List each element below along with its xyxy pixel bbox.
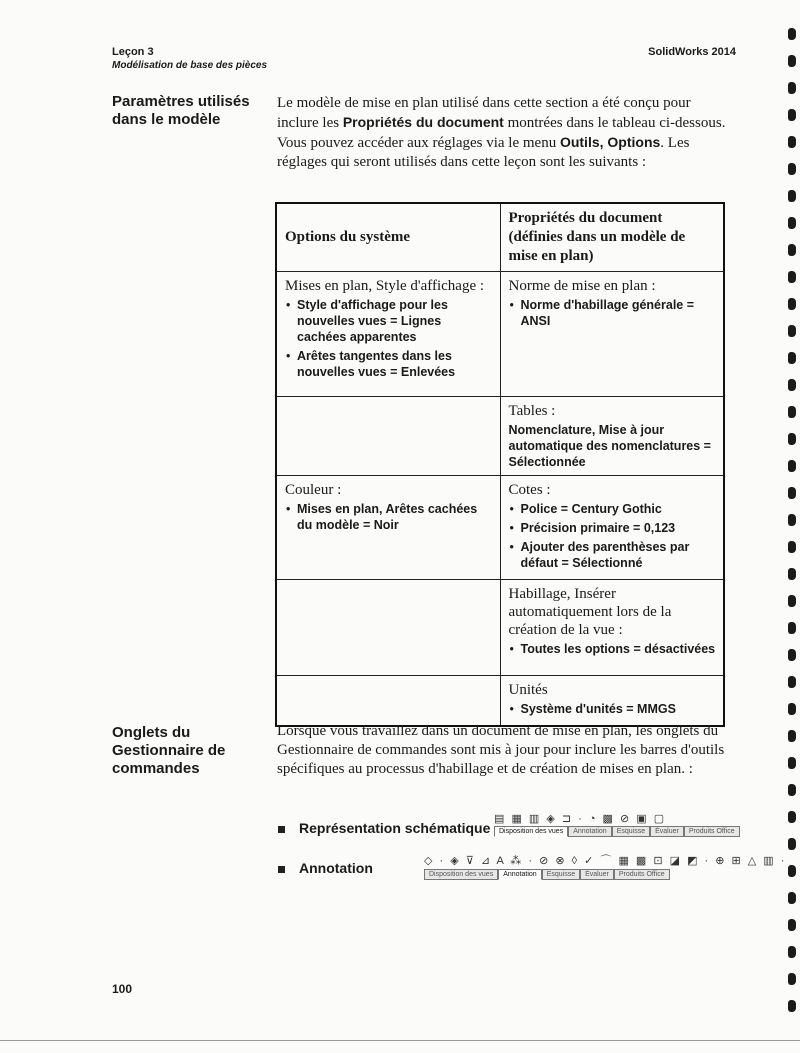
binding-ring [788, 82, 796, 94]
tab-produits-office[interactable]: Produits Office [614, 869, 670, 880]
binding-ring [788, 109, 796, 121]
binding-ring [788, 568, 796, 580]
list-item: • Ajouter des parenthèses par défaut = Sélectionné [521, 539, 717, 571]
bold-proprietes-document: Propriétés du document [342, 114, 504, 130]
binding-ring [788, 55, 796, 67]
binding-ring [788, 757, 796, 769]
tab-produits-office[interactable]: Produits Office [684, 826, 740, 837]
table-header-row [276, 203, 724, 272]
cell-unites: Unités • Système d'unités = MMGS [500, 676, 724, 727]
binding-ring [788, 541, 796, 553]
binding-ring [788, 595, 796, 607]
cell-couleur: Couleur : • Mises en plan, Arêtes cachées du modèle = Noir [276, 476, 500, 580]
binding-ring [788, 406, 796, 418]
tab-annotation[interactable]: Annotation [498, 869, 541, 880]
table-row [276, 272, 724, 397]
binding-ring [788, 784, 796, 796]
list-item: • Norme d'habillage générale = ANSI [521, 297, 717, 329]
cell-mises-en-plan: Mises en plan, Style d'affichage : • Style d'affichage pour les nouvelles vues = Lignes cachées apparentes • Arêtes tangentes dans les nouvelles vues = Enlevées [276, 272, 500, 397]
binding-ring [788, 460, 796, 472]
binding-ring [788, 352, 796, 364]
table-row [276, 476, 724, 580]
binding-ring [788, 1000, 796, 1012]
binding-ring [788, 190, 796, 202]
cell-tables: Tables : Nomenclature, Mise à jour automatique des nomenclatures = Sélectionnée [500, 397, 724, 476]
page-edge-divider [0, 1040, 800, 1041]
binding-ring [788, 622, 796, 634]
binding-ring [788, 865, 796, 877]
binding-ring [788, 298, 796, 310]
list-item: • Mises en plan, Arêtes cachées du modèle = Noir [297, 501, 493, 533]
binding-ring [788, 919, 796, 931]
binding-ring [788, 217, 796, 229]
binding-ring [788, 379, 796, 391]
tab-disposition-des-vues[interactable]: Disposition des vues [494, 826, 568, 837]
lesson-subtitle: Modélisation de base des pièces [112, 60, 268, 71]
product-name: SolidWorks 2014 [648, 46, 736, 58]
cell-habillage: Habillage, Insérer automatiquement lors de la création de la vue : • Toutes les options = désactivées [500, 580, 724, 676]
header-proprietes-document: Propriétés du document (définies dans un modèle de mise en plan) [500, 203, 724, 272]
list-item: • Précision primaire = 0,123 [521, 520, 717, 536]
binding-ring [788, 28, 796, 40]
binding-ring [788, 244, 796, 256]
toolbar-icons: ◇ · ◈ ⊽ ⊿ A ⁂ · ⊘ ⊗ ◊ ✓ ⌒ ▦ ▩ ⊡ ◪ ◩ · ⊕ ⊞ △ ▥ · [424, 855, 787, 867]
cell-cotes: Cotes : • Police = Century Gothic • Précision primaire = 0,123 • Ajouter des parenthèses par défaut = Sélectionné [500, 476, 724, 580]
square-bullet-icon [278, 866, 285, 873]
page-number: 100 [112, 982, 133, 996]
binding-ring [788, 325, 796, 337]
binding-ring [788, 136, 796, 148]
tab-disposition-des-vues[interactable]: Disposition des vues [424, 869, 498, 880]
lesson-label: Leçon 3 [112, 46, 154, 58]
cell-empty [276, 397, 500, 476]
toolbar-icons: ▤ ▦ ▥ ◈ ⊐ · ◔ ▩ ⊘ ▣ ▢ [494, 813, 667, 825]
binding-ring [788, 271, 796, 283]
binding-ring [788, 649, 796, 661]
binding-ring [788, 163, 796, 175]
table-row [276, 580, 724, 676]
list-item: • Arêtes tangentes dans les nouvelles vues = Enlevées [297, 348, 493, 380]
square-bullet-icon [278, 826, 285, 833]
command-manager-tabs [494, 826, 740, 837]
section-title-onglets: Onglets du Gestionnaire de commandes [112, 724, 226, 777]
list-item: • Police = Century Gothic [521, 501, 717, 517]
spiral-binding [788, 28, 798, 1038]
section-paragraph-onglets: Lorsque vous travaillez dans un document de mise en plan, les onglets du Gestionnaire de commandes sont mis à jour pour inclure les barres d'outils spécifiques au processus d'habillage et de création de mises en plan. : [277, 723, 725, 777]
list-item: • Toutes les options = désactivées [521, 641, 717, 657]
settings-table [275, 202, 725, 727]
binding-ring [788, 946, 796, 958]
cell-norme: Norme de mise en plan : • Norme d'habillage générale = ANSI [500, 272, 724, 397]
binding-ring [788, 811, 796, 823]
tab-evaluer[interactable]: Évaluer [580, 869, 614, 880]
binding-ring [788, 676, 796, 688]
command-manager-toolbar-annotation [424, 852, 786, 880]
binding-ring [788, 433, 796, 445]
list-item: • Style d'affichage pour les nouvelles vues = Lignes cachées apparentes [297, 297, 493, 345]
header-options-systeme: Options du système [276, 203, 500, 272]
command-manager-tabs [424, 869, 786, 880]
binding-ring [788, 892, 796, 904]
tab-esquisse[interactable]: Esquisse [612, 826, 650, 837]
binding-ring [788, 730, 796, 742]
bullet-annotation: Annotation [278, 860, 373, 876]
section-paragraph-parametres: Le modèle de mise en plan utilisé dans cette section a été conçu pour inclure les Propriétés du document montrées dans le tableau ci-dessous. Vous pouvez accéder aux réglages via le menu Outils, Options. Les réglages qui seront utilisés dans cette leçon sont les suivants : [277, 95, 726, 170]
list-item: • Système d'unités = MMGS [521, 701, 717, 717]
binding-ring [788, 514, 796, 526]
tab-annotation[interactable]: Annotation [568, 826, 611, 837]
binding-ring [788, 487, 796, 499]
table-row [276, 397, 724, 476]
section-title-parametres: Paramètres utilisés dans le modèle [112, 93, 250, 128]
cell-empty [276, 676, 500, 727]
bold-outils-options: Outils, Options [559, 134, 661, 150]
command-manager-toolbar-schematic [494, 812, 740, 837]
tab-esquisse[interactable]: Esquisse [542, 869, 580, 880]
cell-empty [276, 580, 500, 676]
binding-ring [788, 973, 796, 985]
table-row [276, 676, 724, 727]
tab-evaluer[interactable]: Évaluer [650, 826, 684, 837]
binding-ring [788, 703, 796, 715]
binding-ring [788, 838, 796, 850]
running-header-left [112, 46, 267, 72]
bullet-representation-schematique: Représentation schématique [278, 820, 490, 836]
